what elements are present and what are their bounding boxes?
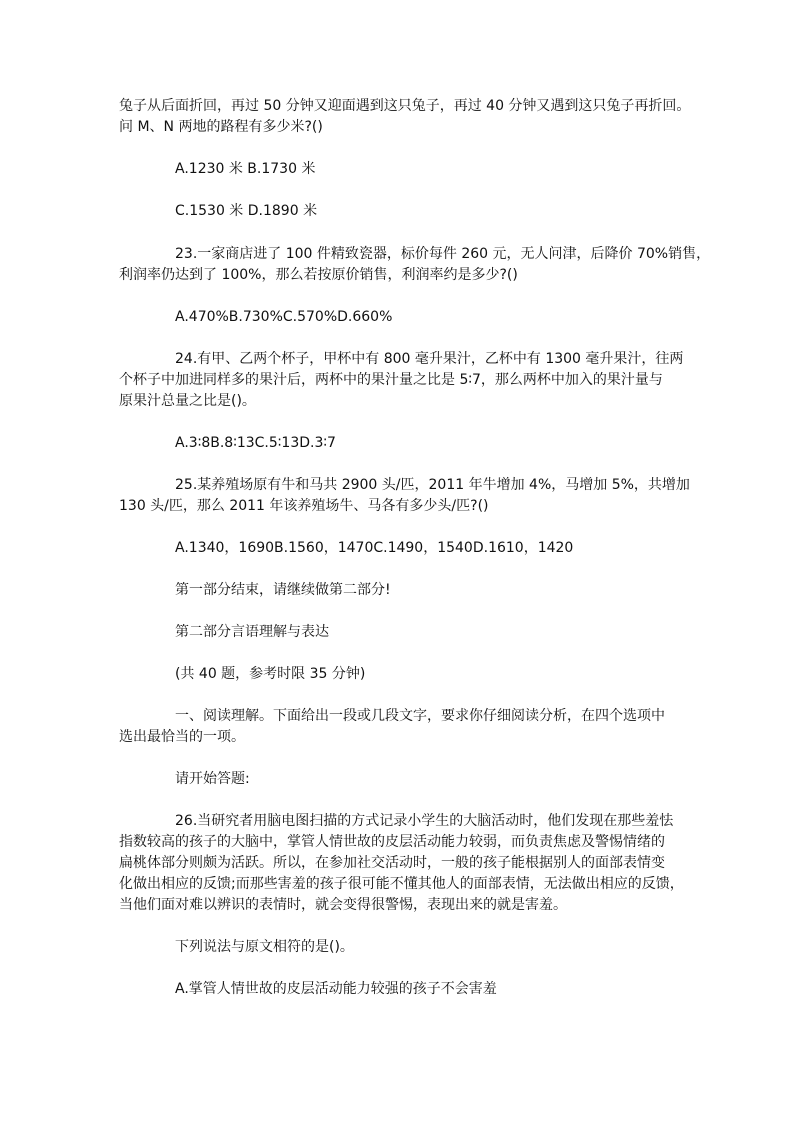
question-23-options: A.470%B.730%C.570%D.660% <box>175 309 393 325</box>
text-line: 24.有甲、乙两个杯子，甲杯中有 800 毫升果汁，乙杯中有 1300 毫升果汁，往两 <box>175 351 684 367</box>
text-line: 利润率仍达到了 100%，那么若按原价销售，利润率约是多少?() <box>119 267 518 283</box>
question-24-options: A.3∶8B.8∶13C.5∶13D.3∶7 <box>175 435 336 451</box>
question-25-options: A.1340，1690B.1560，1470C.1490，1540D.1610，1420 <box>175 540 574 556</box>
text-line: 一、阅读理解。下面给出一段或几段文字，要求你仔细阅读分析，在四个选项中 <box>175 708 665 724</box>
text-line: 23.一家商店进了 100 件精致瓷器，标价每件 260 元，无人问津，后降价 70%销售， <box>175 246 711 262</box>
question-25 <box>119 475 689 517</box>
text-line: 原果汁总量之比是()。 <box>119 393 256 409</box>
text-line: 兔子从后面折回，再过 50 分钟又迎面遇到这只兔子，再过 40 分钟又遇到这只兔子再折回。 <box>119 98 691 114</box>
question-26-stem: 下列说法与原文相符的是()。 <box>175 939 354 955</box>
text-line: 26.当研究者用脑电图扫描的方式记录小学生的大脑活动时，他们发现在那些羞怯 <box>175 813 674 829</box>
question-24 <box>119 349 689 412</box>
start-prompt: 请开始答题: <box>175 771 250 787</box>
section1-instructions <box>119 706 689 748</box>
part1-end-text: 第一部分结束，请继续做第二部分! <box>175 582 391 598</box>
text-line: 当他们面对难以辨识的表情时，就会变得很警惕，表现出来的就是害羞。 <box>119 897 567 913</box>
question-26-passage <box>119 811 689 916</box>
text-line: 问 M、N 两地的路程有多少米?() <box>119 119 323 135</box>
text-line: 指数较高的孩子的大脑中，掌管人情世故的皮层活动能力较弱，而负责焦虑及警惕情绪的 <box>119 834 665 850</box>
part2-title: 第二部分言语理解与表达 <box>175 624 329 640</box>
text-line: 化做出相应的反馈;而那些害羞的孩子很可能不懂其他人的面部表情，无法做出相应的反馈， <box>119 876 684 892</box>
text-line: 选出最恰当的一项。 <box>119 729 245 745</box>
text-line: 130 头/匹，那么 2011 年该养殖场牛、马各有多少头/匹?() <box>119 498 489 514</box>
question-23 <box>119 244 711 286</box>
text-line: 个杯子中加进同样多的果汁后，两杯中的果汁量之比是 5∶7，那么两杯中加入的果汁量与 <box>119 372 663 388</box>
paragraph-rabbit-question <box>119 96 689 138</box>
option-line: A.1230 米 B.1730 米 <box>175 161 316 177</box>
option-line: C.1530 米 D.1890 米 <box>175 203 318 219</box>
text-line: 25.某养殖场原有牛和马共 2900 头/匹，2011 年牛增加 4%，马增加 5%，共增加 <box>175 477 690 493</box>
part2-info: (共 40 题，参考时限 35 分钟) <box>175 666 366 682</box>
question-26-option-a: A.掌管人情世故的皮层活动能力较强的孩子不会害羞 <box>175 981 497 997</box>
text-line: 扁桃体部分则颇为活跃。所以，在参加社交活动时，一般的孩子能根据别人的面部表情变 <box>119 855 665 871</box>
